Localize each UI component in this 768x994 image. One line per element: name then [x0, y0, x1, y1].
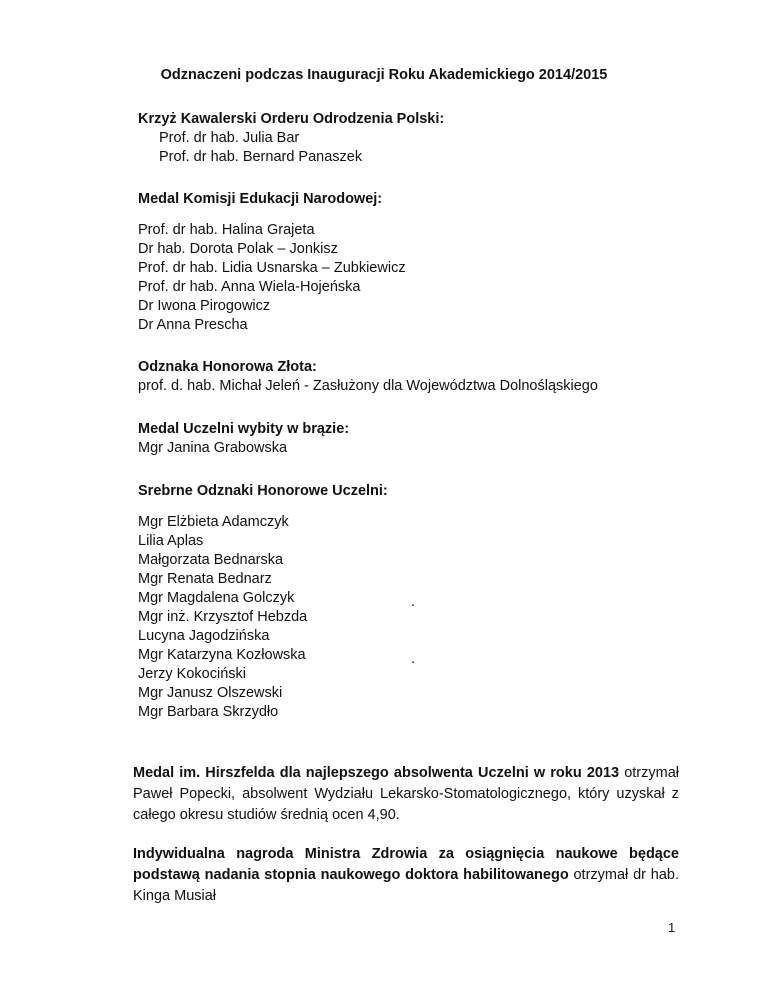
section-heading: Srebrne Odznaki Honorowe Uczelni:: [138, 483, 388, 499]
list-item: Lilia Aplas: [138, 533, 204, 549]
stray-dot: .: [411, 651, 416, 667]
list-item: Prof. dr hab. Bernard Panaszek: [159, 149, 363, 165]
hirszfeld-paragraph: [133, 763, 679, 826]
section-heading: Krzyż Kawalerski Orderu Odrodzenia Polski:: [138, 111, 445, 127]
list-item: Mgr Elżbieta Adamczyk: [138, 514, 289, 530]
list-item: Mgr Barbara Skrzydło: [138, 704, 279, 720]
section-heading: Odznaka Honorowa Złota:: [138, 359, 317, 375]
minister-text: otrzymał dr hab. Kinga Musiał: [133, 867, 679, 904]
list-item: Mgr Janusz Olszewski: [138, 685, 283, 701]
section-heading: Medal Uczelni wybity w brązie:: [138, 421, 350, 437]
hirszfeld-text: otrzymał Paweł Popecki, absolwent Wydziału Lekarsko-Stomatologicznego, który uzyskał z całego okresu studiów średnią ocen 4,90.: [133, 765, 679, 823]
list-item: Mgr Renata Bednarz: [138, 571, 272, 587]
list-item: Dr hab. Dorota Polak – Jonkisz: [138, 241, 338, 257]
page-number: 1: [668, 920, 676, 935]
list-item: Mgr inż. Krzysztof Hebzda: [138, 609, 308, 625]
page-title: Odznaczeni podczas Inauguracji Roku Akademickiego 2014/2015: [160, 67, 608, 83]
list-item: prof. d. hab. Michał Jeleń - Zasłużony dla Województwa Dolnośląskiego: [138, 378, 598, 394]
list-item: Mgr Katarzyna Kozłowska: [138, 647, 306, 663]
list-item: Mgr Magdalena Golczyk: [138, 590, 295, 606]
section-braz: [138, 420, 349, 458]
list-item: Lucyna Jagodzińska: [138, 628, 270, 644]
list-item: Małgorzata Bednarska: [138, 552, 284, 568]
section-zlota: [138, 358, 598, 396]
list-item: Mgr Janina Grabowska: [138, 440, 288, 456]
minister-bold-text: Indywidualna nagroda Ministra Zdrowia za osiągnięcia naukowe będące podstawą nadania stopnia naukowego doktora habilitowanego: [133, 846, 679, 883]
section-heading: Medal Komisji Edukacji Narodowej:: [138, 191, 383, 207]
section-srebrne: [138, 482, 388, 722]
hirszfeld-bold-text: Medal im. Hirszfelda dla najlepszego absolwenta Uczelni w roku 2013: [133, 765, 620, 781]
list-item: Prof. dr hab. Anna Wiela-Hojeńska: [138, 279, 361, 295]
list-item: Dr Anna Prescha: [138, 317, 248, 333]
stray-dot: .: [411, 594, 416, 610]
list-item: Prof. dr hab. Halina Grajeta: [138, 222, 315, 238]
list-item: Prof. dr hab. Julia Bar: [159, 130, 300, 146]
list-item: Prof. dr hab. Lidia Usnarska – Zubkiewicz: [138, 260, 406, 276]
list-item: Dr Iwona Pirogowicz: [138, 298, 271, 314]
minister-paragraph: [133, 844, 679, 907]
section-ken: [138, 190, 406, 335]
section-krzyz: [138, 110, 444, 167]
list-item: Jerzy Kokociński: [138, 666, 246, 682]
